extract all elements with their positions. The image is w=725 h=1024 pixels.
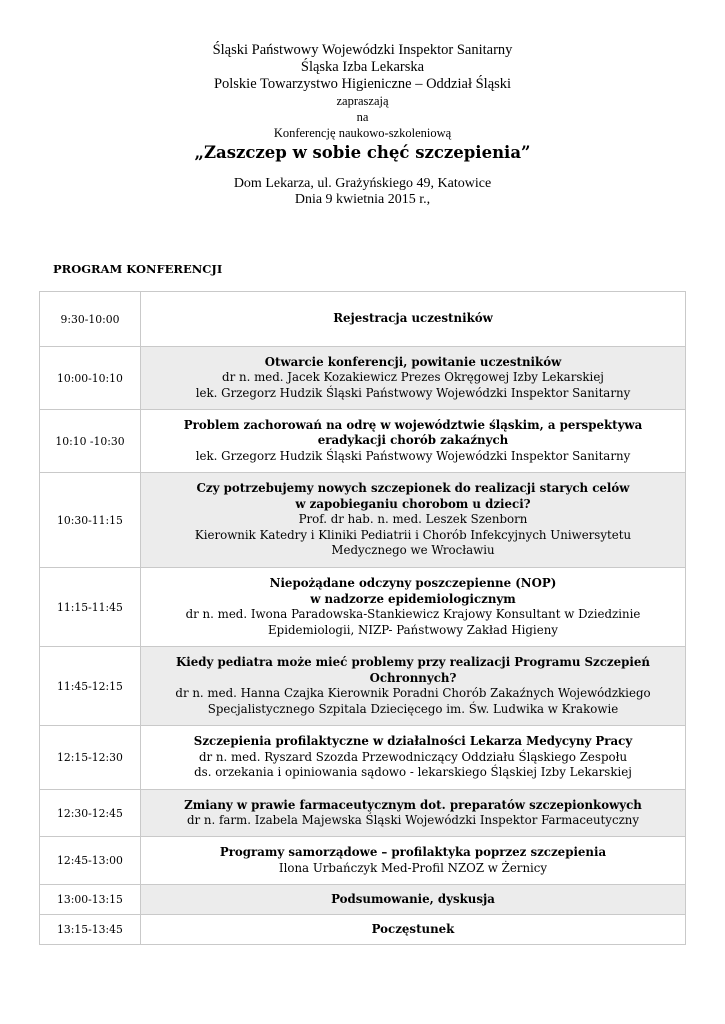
agenda-content [141,726,686,790]
invite-text: zapraszają [336,94,389,108]
agenda-time: 12:15-12:30 [40,726,141,790]
agenda-speaker: dr n. med. Iwona Paradowska-Stankiewicz Krajowy Konsultant w Dziedzinie Epidemiologii, NIZP- Państwowy Zakład Higieny [185,607,641,637]
agenda-row [40,726,686,790]
agenda-content [141,885,686,915]
conference-date: Dnia 9 kwietnia 2015 r., [294,192,431,207]
agenda-time: 13:00-13:15 [40,885,141,915]
agenda-topic: Podsumowanie, dyskusja [331,891,495,906]
agenda-time: 13:15-13:45 [40,915,141,945]
agenda-row [40,790,686,837]
agenda-row [40,473,686,568]
venue: Dom Lekarza, ul. Grażyńskiego 49, Katowice [233,176,492,191]
agenda-topic: Rejestracja uczestników [333,311,493,326]
agenda-content [141,647,686,726]
agenda-time: 11:15-11:45 [40,568,141,647]
agenda-content [141,410,686,473]
agenda-content [141,790,686,837]
agenda-topic: Zmiany w prawie farmaceutycznym dot. preparatów szczepionkowych [184,797,642,812]
conference-type: Konferencję naukowo-szkoleniową [273,126,452,140]
agenda-speaker: dr n. med. Ryszard Szozda Przewodniczący Oddziału Śląskiego Zespołu ds. orzekania i opiniowania sądowo - lekarskiego Śląskiej Izby Lekarskiej [194,749,632,780]
agenda-time: 12:30-12:45 [40,790,141,837]
agenda-row [40,347,686,410]
agenda-row [40,885,686,915]
agenda-table [39,291,686,945]
conference-title: „Zaszczep w sobie chęć szczepienia” [194,143,531,162]
organizer-1: Śląski Państwowy Wojewódzki Inspektor Sanitarny [212,42,513,58]
agenda-topic: Poczęstunek [371,921,455,936]
agenda-row [40,568,686,647]
agenda-content [141,915,686,945]
agenda-topic: Szczepienia profilaktyczne w działalności Lekarza Medycyny Pracy [193,734,633,749]
agenda-topic: Kiedy pediatra może mieć problemy przy realizacji Programu Szczepień Ochronnych? [176,655,650,685]
agenda-topic: Otwarcie konferencji, powitanie uczestników [264,354,562,369]
agenda-time: 10:30-11:15 [40,473,141,568]
organizer-3: Polskie Towarzystwo Higieniczne – Oddział Śląski [213,76,512,92]
document-header [0,42,725,208]
agenda-topic: Problem zachorowań na odrę w województwie śląskim, a perspektywa eradykacji chorób zakaźnych [183,417,643,448]
agenda-speaker: Ilona Urbańczyk Med-Profil NZOZ w Żernicy [278,860,548,875]
agenda-time: 12:45-13:00 [40,837,141,885]
agenda-time: 11:45-12:15 [40,647,141,726]
agenda-content [141,568,686,647]
agenda-row [40,292,686,347]
agenda-speaker: dr n. med. Hanna Czajka Kierownik Poradni Chorób Zakaźnych Wojewódzkiego Specjalistycznego Szpitala Dziecięcego im. Św. Ludwika w Krakowie [175,686,651,716]
agenda-topic: Niepożądane odczyny poszczepienne (NOP) w nadzorze epidemiologicznym [269,576,557,606]
to-text: na [356,110,369,124]
agenda-topic: Czy potrzebujemy nowych szczepionek do realizacji starych celów w zapobieganiu chorobom u dzieci? [196,481,630,511]
agenda-time: 10:00-10:10 [40,347,141,410]
program-heading: PROGRAM KONFERENCJI [53,262,223,276]
agenda-speaker: dr n. farm. Izabela Majewska Śląski Wojewódzki Inspektor Farmaceutyczny [186,813,640,827]
agenda-time: 9:30-10:00 [40,292,141,347]
agenda-speaker: lek. Grzegorz Hudzik Śląski Państwowy Wojewódzki Inspektor Sanitarny [195,448,631,463]
agenda-topic: Programy samorządowe – profilaktyka poprzez szczepienia [219,845,607,859]
agenda-content [141,292,686,347]
agenda-row [40,837,686,885]
agenda-content [141,347,686,410]
agenda-speaker: Prof. dr hab. n. med. Leszek Szenborn Kierownik Katedry i Kliniki Pediatrii i Chorób Infekcyjnych Uniwersytetu Medycznego we Wrocławiu [194,512,632,558]
organizer-2: Śląska Izba Lekarska [300,59,425,75]
agenda-row [40,915,686,945]
agenda-row [40,410,686,473]
agenda-content [141,473,686,568]
agenda-speaker: dr n. med. Jacek Kozakiewicz Prezes Okręgowej Izby Lekarskiej lek. Grzegorz Hudzik Śląski Państwowy Wojewódzki Inspektor Sanitarny [195,370,631,400]
agenda-time: 10:10 -10:30 [40,410,141,473]
agenda-row [40,647,686,726]
agenda-content [141,837,686,885]
